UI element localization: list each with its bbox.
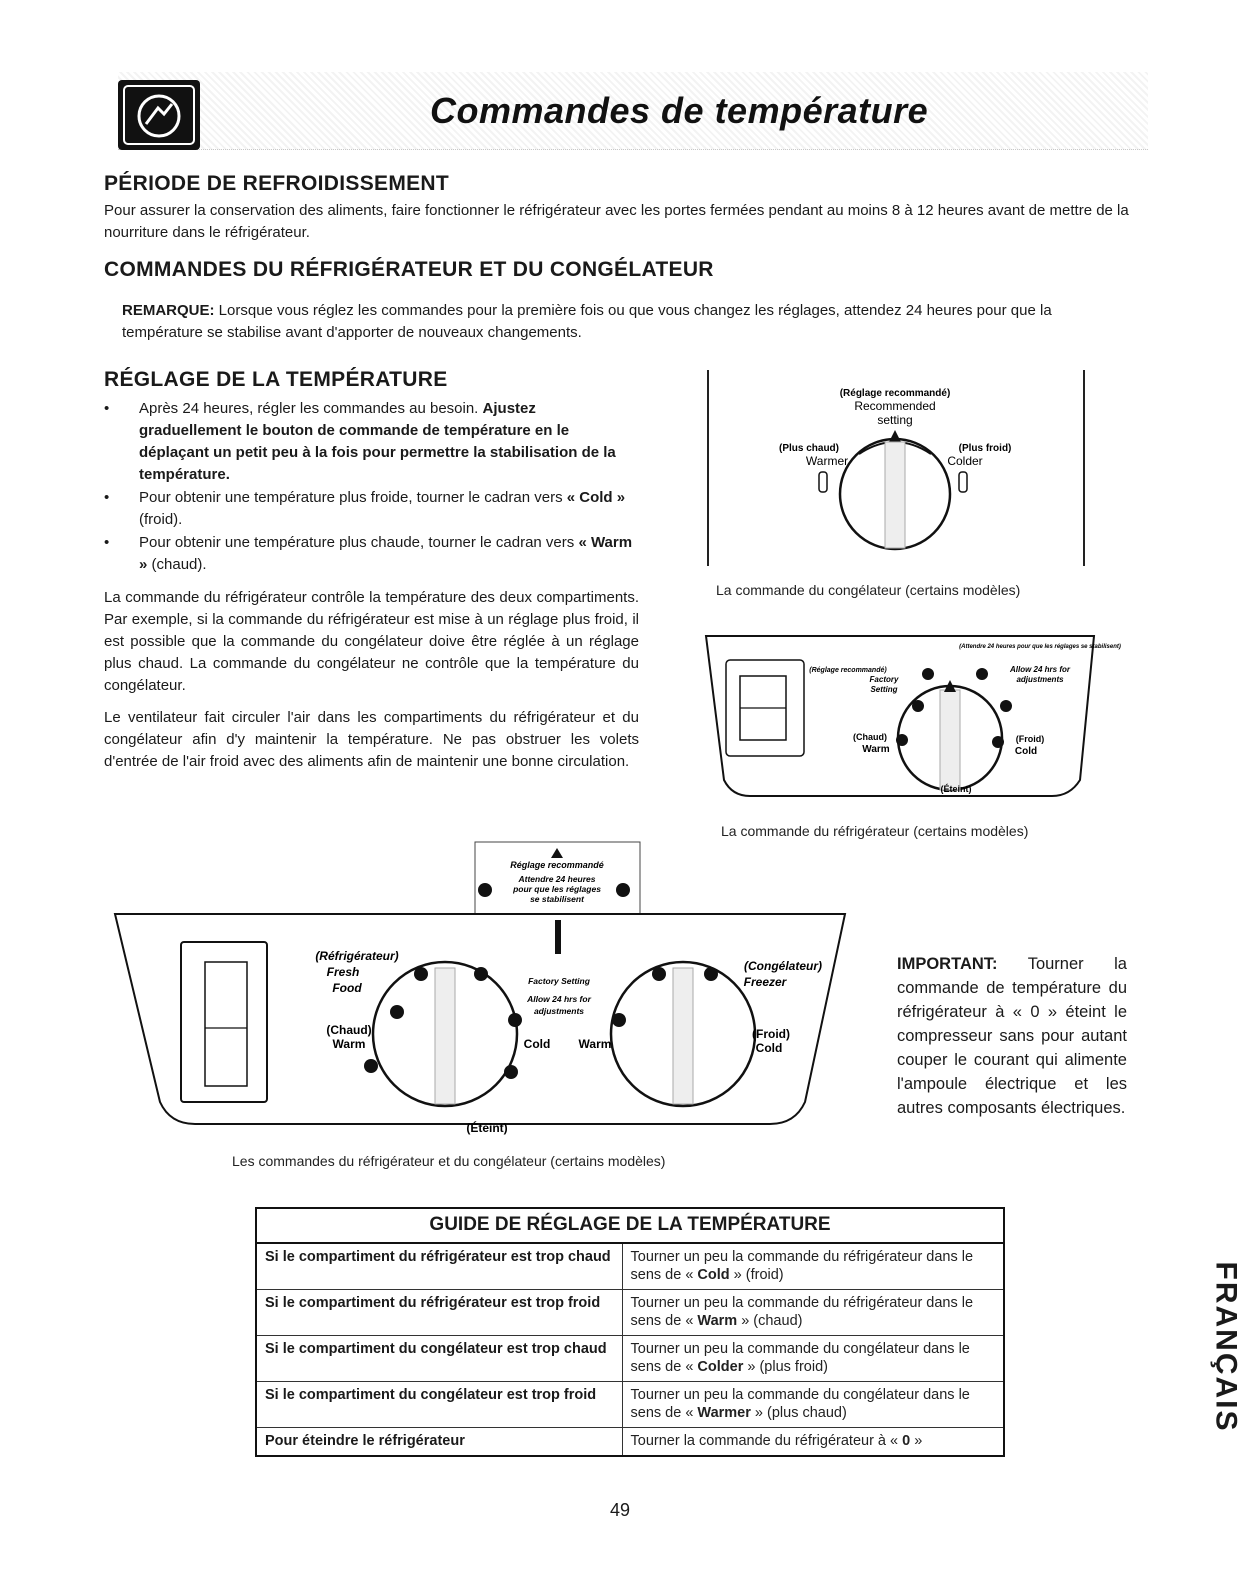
paragraph-fan: Le ventilateur fait circuler l'air dans les compartiments du réfrigérateur et du congélateur afin d'y maintenir la température. Ne pas obstruer les volets d'entrée de l'air froid avec des aliments afin de maintenir une bonne circulation. — [104, 709, 639, 770]
combo-fridge-en1: Fresh — [326, 965, 360, 979]
guide-action: Tourner la commande du réfrigérateur à « 0 » — [622, 1428, 1004, 1457]
fridge-cold-en: Cold — [1014, 746, 1038, 757]
combo-wait1: Attendre 24 heures — [518, 874, 596, 884]
table-row — [256, 1336, 1004, 1382]
combined-controls-caption: Les commandes du réfrigérateur et du congélateur (certains modèles) — [232, 1153, 666, 1169]
paragraph-refrigerator-control: La commande du réfrigérateur contrôle la température des deux compartiments. Par exemple, si la commande du réfrigérateur est mise à un réglage plus froid, il est possible que la commande du congélateur doive être réglée à un réglage plus chaud. La commande du congélateur ne contrôle que la température du congélateur. — [104, 589, 639, 694]
combo-cold: Cold — [755, 1041, 783, 1055]
fridge-allow1: Allow 24 hrs for — [1009, 665, 1071, 674]
guide-condition: Si le compartiment du réfrigérateur est trop froid — [256, 1290, 622, 1336]
combo-off: (Éteint) — [466, 1121, 508, 1135]
thermometer-icon — [118, 80, 200, 150]
freezer-warm-en: Warmer — [805, 454, 849, 468]
fridge-factory2: Setting — [870, 685, 898, 694]
heading-temperature-setting: RÉGLAGE DE LA TEMPÉRATURE — [104, 368, 448, 391]
bullet-dot: • — [104, 400, 110, 417]
fridge-factory1: Factory — [869, 675, 899, 684]
temperature-guide-table — [255, 1207, 1005, 1457]
bullet3-text: Pour obtenir une température plus chaude, tourner le cadran vers — [139, 534, 579, 551]
bullet-item — [104, 487, 639, 531]
combo-mid-cold: Cold — [523, 1037, 551, 1051]
fridge-rec-fr: (Réglage recommandé) — [809, 667, 887, 674]
bullet1-text: Après 24 heures, régler les commandes au besoin. — [139, 400, 483, 417]
freezer-warm-fr: (Plus chaud) — [778, 443, 840, 454]
combo-factory: Factory Setting — [528, 976, 590, 986]
table-row — [256, 1243, 1004, 1290]
combo-wait3: se stabilisent — [530, 894, 584, 904]
combo-fridge-en2: Food — [332, 981, 362, 995]
freezer-cold-en: Colder — [947, 454, 983, 468]
heading-controls: COMMANDES DU RÉFRIGÉRATEUR ET DU CONGÉLATEUR — [104, 258, 714, 281]
fridge-allow2: adjustments — [1016, 675, 1064, 684]
guide-action: Tourner un peu la commande du réfrigérateur dans le sens de « Warm » (chaud) — [622, 1290, 1004, 1336]
table-row — [256, 1290, 1004, 1336]
page-title: Commandes de température — [430, 90, 929, 131]
combo-mid-warm: Warm — [578, 1037, 612, 1051]
fridge-warm-fr: (Chaud) — [853, 732, 887, 742]
thermometer-warm-icon — [819, 472, 827, 492]
table-row — [256, 1428, 1004, 1457]
note-body: Lorsque vous réglez les commandes pour la première fois ou que vous changez les réglages, attendez 24 heures pour que la température se stabilise avant d'apporter de nouveaux changements. — [122, 302, 1052, 341]
combo-fridge-fr: (Réfrigérateur) — [315, 949, 399, 963]
bullet-item — [104, 398, 639, 486]
fridge-dial-figure — [690, 630, 1121, 800]
combo-froid: (Froid) — [752, 1027, 790, 1041]
bullet3-bold: « Warm » — [139, 534, 633, 573]
freezer-dial-figure — [709, 372, 1083, 566]
freezer-rec-fr: (Réglage recommandé) — [839, 388, 951, 399]
combo-freezer-en: Freezer — [743, 975, 787, 989]
guide-condition: Si le compartiment du congélateur est trop froid — [256, 1382, 622, 1428]
fridge-wait-fr: (Attendre 24 heures pour que les réglages se stabilisent) — [959, 644, 1121, 650]
important-label: IMPORTANT: — [897, 955, 998, 973]
bullet3-tail: (chaud). — [147, 556, 207, 573]
bullet-dot: • — [104, 534, 110, 551]
combo-allow1: Allow 24 hrs for — [527, 994, 591, 1004]
combo-wait2: pour que les réglages — [513, 884, 601, 894]
guide-condition: Si le compartiment du réfrigérateur est trop chaud — [256, 1243, 622, 1290]
bullet1-bold: Ajustez graduellement le bouton de commande de température en le déplaçant un petit peu à la fois pour permettre la stabilisation de la température. — [139, 400, 616, 483]
cooling-period-text: Pour assurer la conservation des aliments, faire fonctionner le réfrigérateur avec les portes fermées pendant au moins 8 à 12 heures avant de mettre de la nourriture dans le réfrigérateur. — [104, 202, 1129, 241]
bullet-dot: • — [104, 489, 110, 506]
bullet2-tail: (froid). — [139, 511, 183, 528]
freezer-cold-fr: (Plus froid) — [958, 443, 1012, 454]
bullet2-text: Pour obtenir une température plus froide, tourner le cadran vers — [139, 489, 567, 506]
fridge-dial-caption: La commande du réfrigérateur (certains modèles) — [721, 823, 1029, 839]
guide-action: Tourner un peu la commande du réfrigérateur dans le sens de « Cold » (froid) — [622, 1243, 1004, 1290]
combo-freezer-fr: (Congélateur) — [744, 959, 822, 973]
combo-warm: Warm — [332, 1037, 366, 1051]
freezer-rec-en2: setting — [877, 413, 913, 427]
fridge-warm-en: Warm — [862, 744, 890, 755]
heading-cooling-period: PÉRIODE DE REFROIDISSEMENT — [104, 172, 450, 195]
important-body: Tourner la commande de température du réfrigérateur à « 0 » éteint le compresseur sans pour autant couper le courant qui alimente l'ampoule électrique et les autres composants électriques. — [897, 955, 1127, 1117]
bullet2-bold: « Cold » — [566, 489, 626, 506]
note-text — [122, 300, 1132, 344]
fridge-off: (Éteint) — [940, 784, 972, 794]
language-tab: FRANÇAIS — [1209, 1261, 1243, 1433]
guide-action: Tourner un peu la commande du congélateur dans le sens de « Warmer » (plus chaud) — [622, 1382, 1004, 1428]
guide-title: GUIDE DE RÉGLAGE DE LA TEMPÉRATURE — [256, 1208, 1004, 1243]
table-row — [256, 1382, 1004, 1428]
freezer-rec-en1: Recommended — [854, 399, 936, 413]
note-label: REMARQUE: — [122, 302, 215, 319]
freezer-dial-caption: La commande du congélateur (certains modèles) — [716, 582, 1021, 598]
bullet-item — [104, 532, 639, 576]
combo-allow2: adjustments — [533, 1006, 585, 1016]
fridge-cold-fr: (Froid) — [1015, 734, 1045, 744]
combo-chaud: (Chaud) — [326, 1023, 372, 1037]
guide-condition: Pour éteindre le réfrigérateur — [256, 1428, 622, 1457]
important-note — [897, 952, 1127, 1120]
page-number: 49 — [610, 1500, 631, 1520]
guide-action: Tourner un peu la commande du congélateur dans le sens de « Colder » (plus froid) — [622, 1336, 1004, 1382]
combined-controls-figure — [115, 842, 850, 1135]
combo-rec: Réglage recommandé — [510, 860, 604, 870]
guide-condition: Si le compartiment du congélateur est trop chaud — [256, 1336, 622, 1382]
thermometer-cold-icon — [959, 472, 967, 492]
